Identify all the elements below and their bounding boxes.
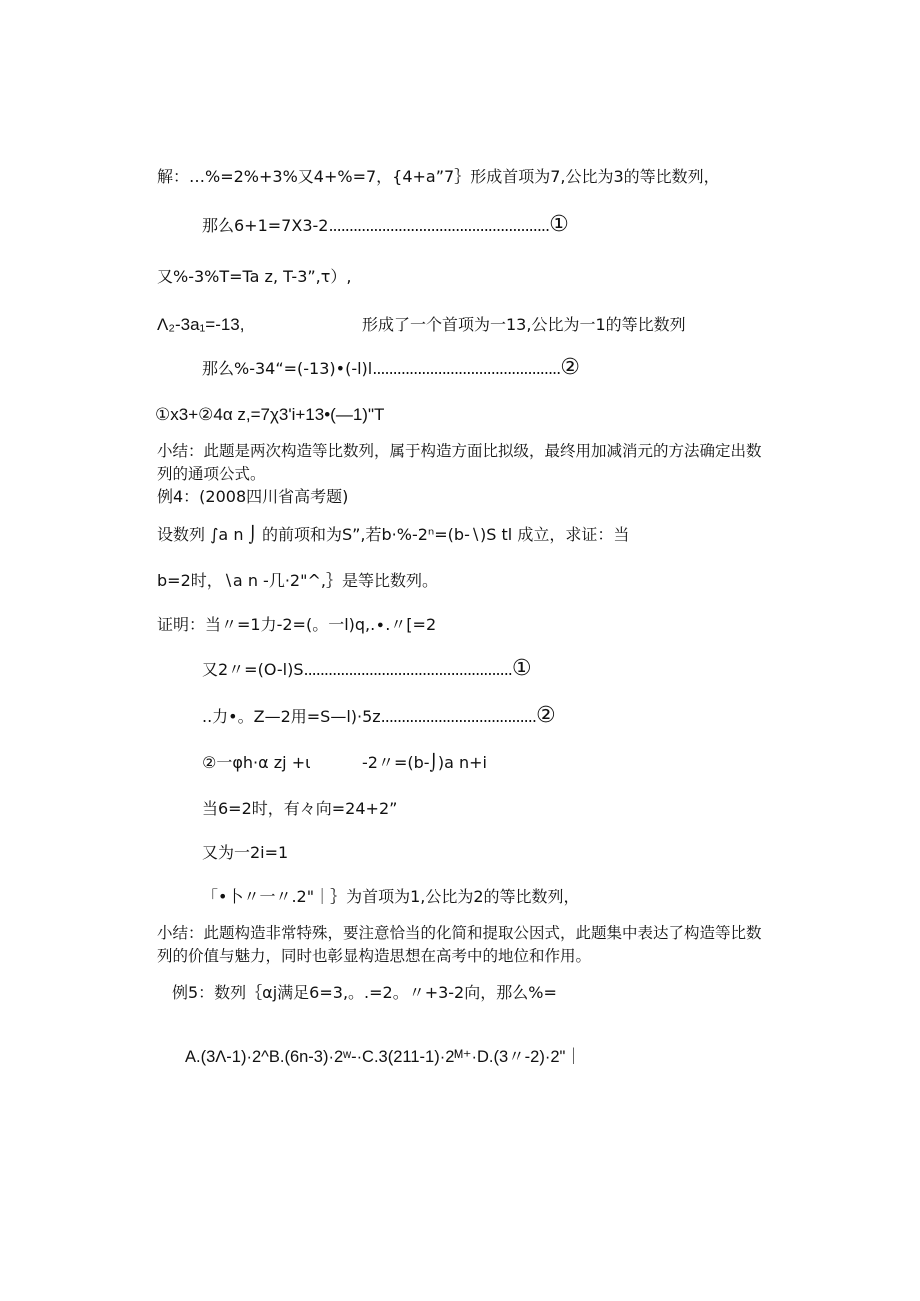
circled-marker-2: ② — [560, 355, 580, 380]
dot-leader: ...................................................... — [328, 216, 550, 235]
equation-text: 又2〃=(O-l)S — [202, 660, 304, 679]
example-5-heading: 例5：数列｛αj满足6=3,。.=2。〃+3-2向，那么%= — [172, 983, 557, 1002]
proof-line-2 — [202, 658, 532, 681]
summary-paragraph-1: 小结：此题是两次构造等比数列，属于构造方面比拟级，最终用加减消元的方法确定出数列的通项公式。 — [157, 442, 762, 483]
proof-line-6: 又为一2i=1 — [202, 843, 289, 862]
equation-text: ..力•。Z—2用=S—l)·5z — [202, 707, 381, 726]
proof-line-4b: -2〃=(b-⌡)a n+i — [362, 753, 487, 772]
proof-line-3 — [202, 705, 556, 728]
proof-line-1: 证明：当〃=1力-2=(。一l)q,.∙.〃[=2 — [157, 615, 437, 634]
problem-statement-line-2: b=2时，∖a n -几·2"^,｝是等比数列。 — [157, 571, 438, 590]
equation-line-4 — [202, 357, 580, 380]
circled-marker-1: ① — [549, 212, 569, 237]
proof-line-4a: ②一φh·α zj +ι — [202, 753, 311, 772]
equation-line-3: Λ₂-3a₁=-13, — [157, 315, 245, 334]
equation-line-5: ①x3+②4α z,=7χ3'i+13•(—1)"T — [155, 405, 385, 424]
answer-options: A.(3Λ-1)·2^B.(6n-3)·2ʷ-·C.3(211-1)·2ᴹ⁺·D.(3〃-2)·2"｜ — [185, 1048, 582, 1066]
example-4-heading: 例4：(2008四川省高考题) — [157, 487, 349, 506]
summary-paragraph-2: 小结：此题构造非常特殊，要注意恰当的化简和提取公因式，此题集中表达了构造等比数列的价值与魅力，同时也彰显构造思想在高考中的地位和作用。 — [157, 924, 762, 965]
solution-line-1: 解：…%=2%+3%又4+%=7，{4+a”7｝形成首项为7,公比为3的等比数列， — [157, 167, 720, 186]
equation-line-1 — [202, 214, 569, 237]
dot-leader: ................................................... — [303, 660, 512, 679]
equation-text: 那么%-34“=(-13)•(-l)l — [202, 359, 373, 378]
proof-conclusion: 「•卜〃一〃.2"｜｝为首项为1,公比为2的等比数列， — [202, 887, 580, 906]
dot-leader: .............................................. — [372, 359, 561, 378]
circled-marker-1: ① — [511, 656, 532, 681]
circled-marker-2: ② — [535, 703, 556, 728]
equation-line-2: 又%-3%T=Ta z, T-3”,τ）, — [157, 267, 352, 286]
dot-leader: ...................................... — [380, 707, 536, 726]
problem-statement-line-1: 设数列 ∫a n ⌡ 的前项和为S”,若b·%-2ⁿ=(b-∖)S tl 成立，求证：当 — [157, 525, 630, 544]
proof-line-5: 当6=2时，有々向=24+2” — [202, 799, 398, 818]
equation-text: 那么6+1=7X3-2 — [202, 216, 329, 235]
sequence-description: 形成了一个首项为一13,公比为一1的等比数列 — [362, 315, 686, 334]
